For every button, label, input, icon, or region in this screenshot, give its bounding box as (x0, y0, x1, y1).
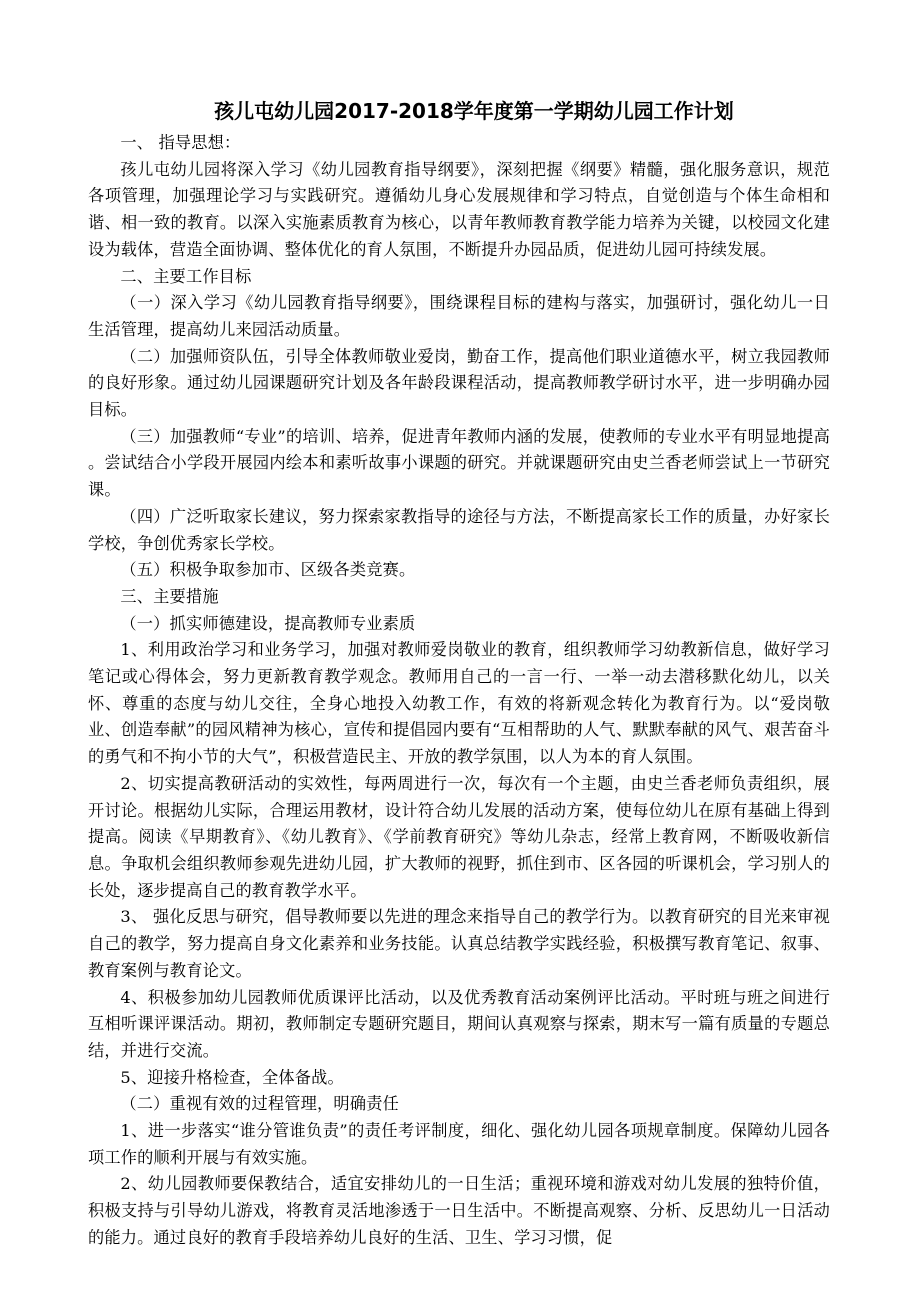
section-heading-main-measures: 三、主要措施 (120, 586, 219, 606)
document-body (88, 130, 830, 1252)
subsection-heading-teacher-ethics: （一）抓实师德建设，提高教师专业素质 (120, 613, 416, 633)
paragraph-measure-1-3: 3、 强化反思与研究，倡导教师要以先进的理念来指导自己的教学行为。以教育研究的目光来审视自己的教学，努力提高自身文化素养和业务技能。认真总结教学实践经验，积极撰写教育笔记、叙事、教育案例与教育论文。 (88, 907, 830, 980)
document-title: 孩儿屯幼儿园2017-2018学年度第一学期幼儿园工作计划 (214, 99, 734, 123)
paragraph-guiding-ideology: 孩儿屯幼儿园将深入学习《幼儿园教育指导纲要》，深刻把握《纲要》精髓，强化服务意识，规范各项管理，加强理论学习与实践研究。遵循幼儿身心发展规律和学习特点，自觉创造与个体生命相和谐、相一致的教育。以深入实施素质教育为核心，以青年教师教育教学能力培养为关键，以校园文化建设为载体，营造全面协调、整体优化的育人氛围，不断提升办园品质，促进幼儿园可持续发展。 (88, 159, 830, 259)
paragraph-goal-1: （一）深入学习《幼儿园教育指导纲要》，围绕课程目标的建构与落实，加强研讨，强化幼儿一日生活管理，提高幼儿来园活动质量。 (88, 293, 830, 339)
paragraph-measure-1-5: 5、迎接升格检查，全体备战。 (120, 1067, 344, 1087)
document-page (88, 96, 830, 1252)
subsection-heading-process-management: （二）重视有效的过程管理，明确责任 (120, 1094, 399, 1114)
section-heading-guiding-ideology: 一、 指导思想： (120, 133, 241, 152)
paragraph-measure-1-2: 2、切实提高教研活动的实效性，每两周进行一次，每次有一个主题，由史兰香老师负责组织，展开讨论。根据幼儿实际，合理运用教材，设计符合幼儿发展的活动方案，使每位幼儿在原有基础上得到提高。阅读《早期教育》、《幼儿教育》、《学前教育研究》等幼儿杂志，经常上教育网，不断吸收新信息。争取机会组织教师参观先进幼儿园，扩大教师的视野，抓住到市、区各园的听课机会，学习别人的长处，逐步提高自己的教育教学水平。 (88, 773, 830, 900)
paragraph-goal-2: （二）加强师资队伍，引导全体教师敬业爱岗，勤奋工作，提高他们职业道德水平，树立我园教师的良好形象。通过幼儿园课题研究计划及各年龄段课程活动，提高教师教学研讨水平，进一步明确办园目标。 (88, 346, 830, 420)
paragraph-measure-1-1: 1、利用政治学习和业务学习，加强对教师爱岗敬业的教育，组织教师学习幼教新信息，做好学习笔记或心得体会，努力更新教育教学观念。教师用自己的一言一行、一举一动去潜移默化幼儿，以关怀、尊重的态度与幼儿交往，全身心地投入幼教工作，有效的将新观念转化为教育行为。以“爱岗敬业、创造奉献”的园风精神为核心，宣传和提倡园内要有“互相帮助的人气、默默奉献的风气、艰苦奋斗的勇气和不拘小节的大气”，积极营造民主、开放的教学氛围，以人为本的育人氛围。 (88, 640, 830, 767)
paragraph-goal-5: （五）积极争取参加市、区级各类竞赛。 (120, 560, 416, 580)
paragraph-measure-1-4: 4、积极参加幼儿园教师优质课评比活动，以及优秀教育活动案例评比活动。平时班与班之间进行互相听课评课活动。期初，教师制定专题研究题目，期间认真观察与探索，期末写一篇有质量的专题总结，并进行交流。 (88, 987, 830, 1060)
section-heading-main-goals: 二、主要工作目标 (120, 266, 252, 286)
paragraph-goal-3: （三）加强教师“专业”的培训、培养，促进青年教师内涵的发展，使教师的专业水平有明显地提高 。尝试结合小学段开展园内绘本和素听故事小课题的研究。并就课题研究由史兰香老师尝试上一节研究课。 (88, 426, 830, 500)
paragraph-measure-2-2: 2、幼儿园教师要保教结合，适宜安排幼儿的一日生活；重视环境和游戏对幼儿发展的独特价值，积极支持与引导幼儿游戏，将教育灵活地渗透于一日生活中。不断提高观察、分析、反思幼儿一日活动的能力。通过良好的教育手段培养幼儿良好的生活、卫生、学习习惯，促 (88, 1174, 830, 1247)
paragraph-measure-2-1: 1、进一步落实“谁分管谁负责”的责任考评制度，细化、强化幼儿园各项规章制度。保障幼儿园各项工作的顺利开展与有效实施。 (88, 1121, 830, 1167)
paragraph-goal-4: （四）广泛听取家长建议，努力探索家教指导的途径与方法，不断提高家长工作的质量，办好家长学校，争创优秀家长学校。 (88, 506, 830, 553)
